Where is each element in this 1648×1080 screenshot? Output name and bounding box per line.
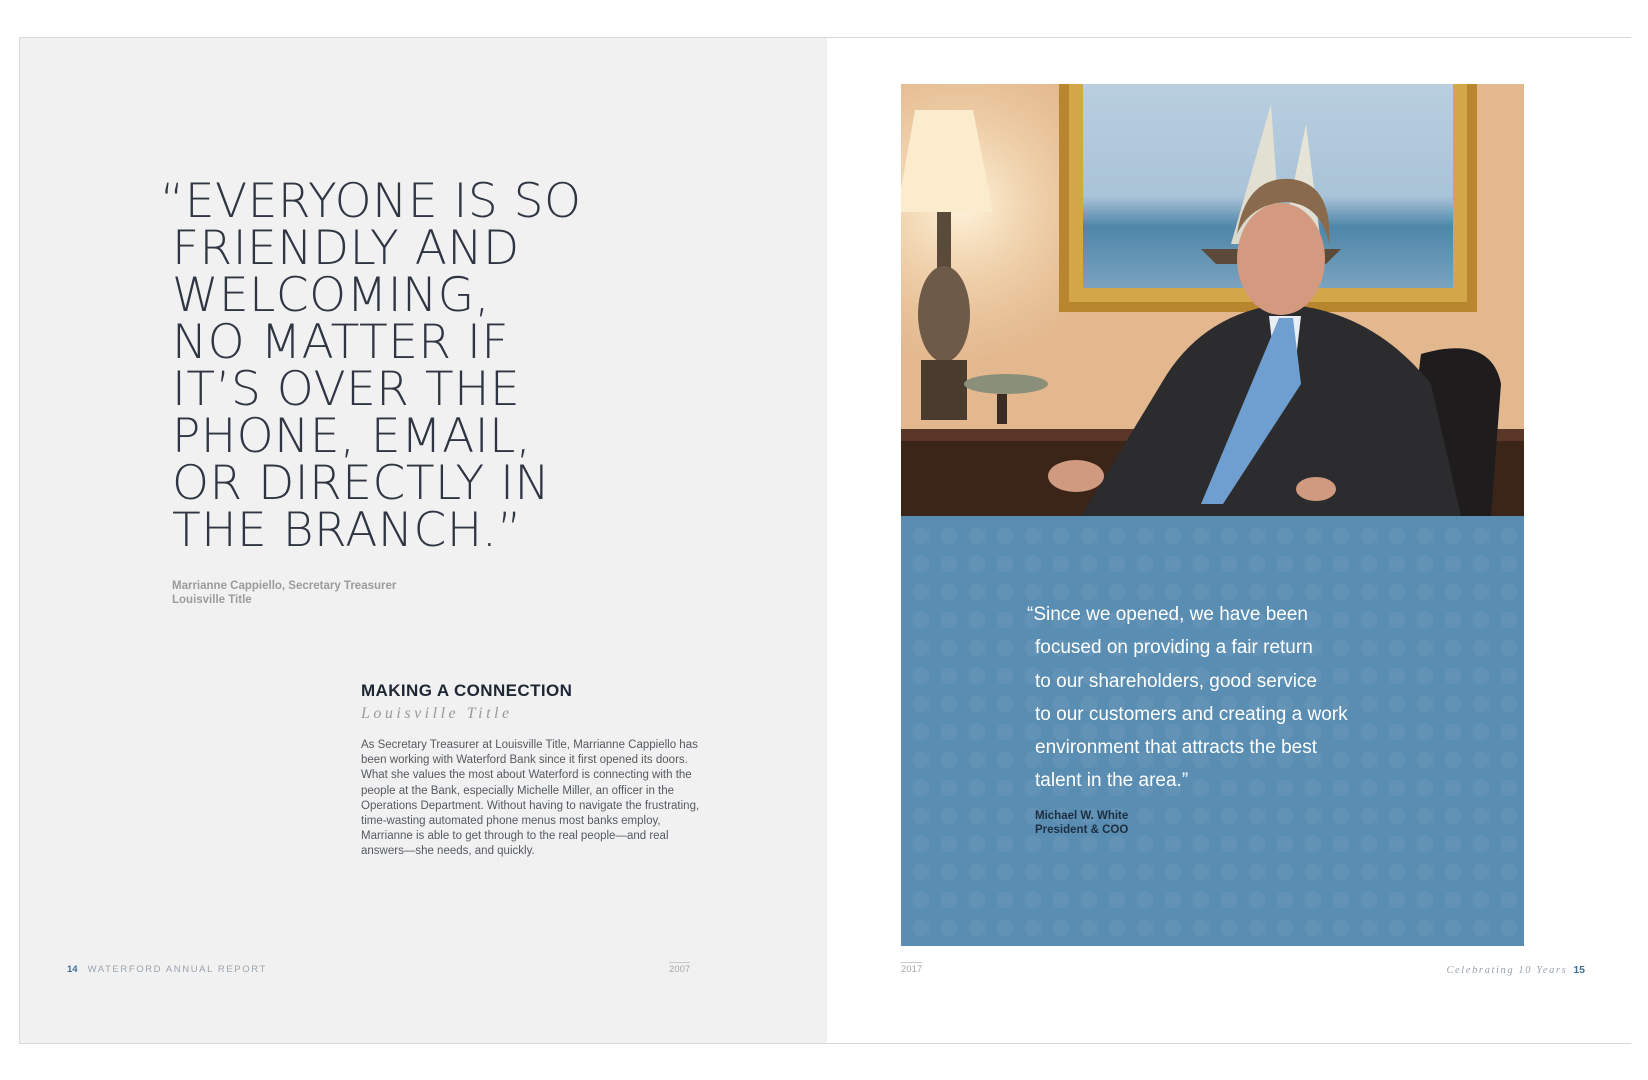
pull-quote-line: THE BRANCH.” xyxy=(172,503,523,558)
pull-quote-attribution xyxy=(172,579,396,607)
executive-name: Michael W. White xyxy=(1035,810,1129,822)
pull-quote xyxy=(160,174,640,558)
executive-quote-line: environment that attracts the best xyxy=(1035,737,1317,759)
executive-quote-line: to our shareholders, good service xyxy=(1035,670,1317,692)
attribution-name: Marrianne Cappiello, Secretary Treasurer xyxy=(172,580,397,592)
page-number: 15 xyxy=(1573,964,1585,976)
running-head: WATERFORD ANNUAL REPORT xyxy=(87,964,267,975)
page-number: 14 xyxy=(67,964,78,975)
executive-quote-line: to our customers and creating a work xyxy=(1035,703,1348,725)
executive-quote-line: focused on providing a fair return xyxy=(1035,637,1313,659)
executive-title: President & COO xyxy=(1035,824,1129,836)
right-folio xyxy=(1446,964,1585,976)
pull-quote-line: “EVERYONE IS SO xyxy=(160,174,582,229)
left-page xyxy=(20,38,827,1043)
year-marker: 2017 xyxy=(901,964,923,975)
section-title: MAKING A CONNECTION xyxy=(361,681,573,700)
right-page xyxy=(827,38,1632,1043)
year-marker: 2007 xyxy=(669,964,691,975)
pull-quote-line: WELCOMING, xyxy=(172,268,491,323)
pull-quote-line: NO MATTER IF xyxy=(172,315,509,370)
executive-quote xyxy=(1027,598,1507,798)
pull-quote-line: FRIENDLY AND xyxy=(172,221,520,276)
pull-quote-line: PHONE, EMAIL, xyxy=(172,409,532,464)
portrait-photo xyxy=(901,84,1524,516)
quote-panel xyxy=(901,516,1524,946)
annual-report-spread xyxy=(19,37,1631,1044)
left-folio xyxy=(67,964,267,975)
executive-attribution xyxy=(1035,809,1128,837)
executive-quote-line: talent in the area.” xyxy=(1035,770,1189,792)
pull-quote-line: OR DIRECTLY IN xyxy=(172,456,551,511)
body-text: As Secretary Treasurer at Louisville Title, Marrianne Cappiello has been working with Waterford Bank since it first opened its doors. What she values the most about Waterford is connecting with the people at the Bank, especially Michelle Miller, an officer in the Operations Department. Without having to navigate the frustrating, time-wasting automated phone menus most banks employ, Marrianne is able to get through to the real people—and real answers—she needs, and quickly. xyxy=(361,739,700,858)
executive-quote-line: “Since we opened, we have been xyxy=(1027,604,1308,625)
section-subtitle: Louisville Title xyxy=(361,705,513,722)
pull-quote-line: IT’S OVER THE xyxy=(172,362,521,417)
attribution-company: Louisville Title xyxy=(172,594,252,606)
portrait-illustration xyxy=(901,84,1524,516)
running-foot: Celebrating 10 Years xyxy=(1446,965,1568,976)
